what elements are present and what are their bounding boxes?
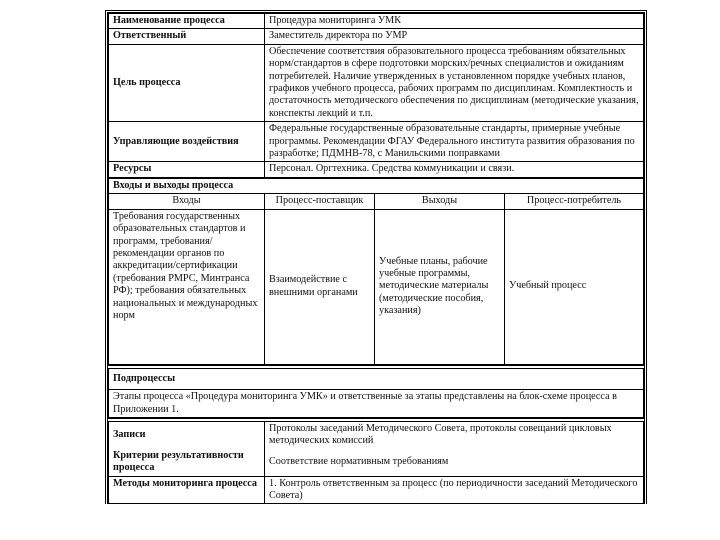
io-header-supplier: Процесс-поставщик xyxy=(265,194,375,209)
process-table-io xyxy=(108,178,644,366)
criteria-label: Критерии результативности процесса xyxy=(109,449,265,476)
row-goal xyxy=(109,44,644,121)
process-name-value: Процедура мониторинга УМК xyxy=(265,14,644,29)
goal-value: Обеспечение соответствия образовательного процесса требованиям обязательных норм/стандартов в сфере подготовки морских/речных специалистов и ожиданиям потребителей. Наличие утвержденных в установленном порядке учебных планов, графиков учебного процесса, рабочих программ по дисциплинам. Комплектность и достаточность методического обеспечения по дисциплинам (методические указания, конспекты лекций и т.п. xyxy=(265,44,644,121)
process-table-main xyxy=(108,13,644,178)
control-label: Управляющие воздействия xyxy=(109,122,265,162)
row-io-title xyxy=(109,178,644,193)
criteria-value: Соответствие нормативным требованиям xyxy=(265,449,644,476)
io-supplier: Взаимодействие с внешними органами xyxy=(265,209,375,365)
row-monitoring xyxy=(109,476,644,504)
process-table-bottom xyxy=(108,421,644,504)
resources-label: Ресурсы xyxy=(109,162,265,177)
row-records xyxy=(109,421,644,448)
io-consumer: Учебный процесс xyxy=(505,209,644,365)
process-passport-document xyxy=(105,10,647,504)
monitoring-label: Методы мониторинга процесса xyxy=(109,476,265,504)
subprocesses-title: Подпроцессы xyxy=(109,368,644,389)
row-subprocesses-title xyxy=(109,368,644,389)
row-control xyxy=(109,122,644,162)
io-inputs: Требования государственных образовательных стандартов и программ, требования/рекомендации органов по аккредитации/сертификации (требования РМРС, Минтранса РФ); требования обязательных национальных и международных норм xyxy=(109,209,265,365)
subprocesses-text: Этапы процесса «Процедура мониторинга УМК» и ответственные за этапы представлены на блок-схеме процесса в Приложении 1. xyxy=(109,390,644,418)
io-outputs: Учебные планы, рабочие учебные программы, методические материалы (методические пособия, указания) xyxy=(375,209,505,365)
process-table-sub xyxy=(108,368,644,419)
row-criteria xyxy=(109,449,644,476)
io-title: Входы и выходы процесса xyxy=(109,178,644,193)
io-header-outputs: Выходы xyxy=(375,194,505,209)
row-subprocesses-text xyxy=(109,390,644,418)
row-resources xyxy=(109,162,644,177)
row-process-name xyxy=(109,14,644,29)
row-io-values xyxy=(109,209,644,365)
resources-value: Персонал. Оргтехника. Средства коммуникации и связи. xyxy=(265,162,644,177)
control-value: Федеральные государственные образовательные стандарты, примерные учебные программы. Рекомендации ФГАУ Федерального института развития образования по разработке; ПДМНВ-78, с Манильскими поправками xyxy=(265,122,644,162)
records-label: Записи xyxy=(109,421,265,448)
responsible-value: Заместитель директора по УМР xyxy=(265,29,644,44)
process-name-label: Наименование процесса xyxy=(109,14,265,29)
io-header-consumer: Процесс-потребитель xyxy=(505,194,644,209)
row-io-headers xyxy=(109,194,644,209)
row-responsible xyxy=(109,29,644,44)
goal-label: Цель процесса xyxy=(109,44,265,121)
monitoring-value: 1. Контроль ответственным за процесс (по периодичности заседаний Методического Совета) xyxy=(265,476,644,504)
records-value: Протоколы заседаний Методического Совета, протоколы совещаний цикловых методических комиссий xyxy=(265,421,644,448)
io-header-inputs: Входы xyxy=(109,194,265,209)
responsible-label: Ответственный xyxy=(109,29,265,44)
